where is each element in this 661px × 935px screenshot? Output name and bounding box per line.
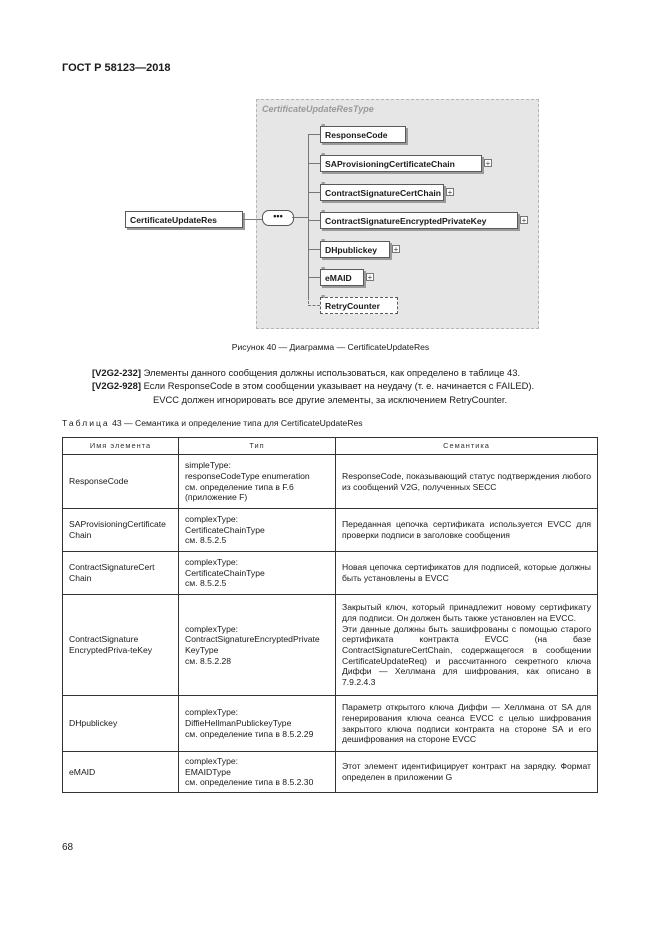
- schema-element-label: eMAID: [325, 273, 352, 283]
- table-row: [63, 455, 598, 509]
- schema-diagram: [0, 0, 661, 335]
- schema-element-label: ResponseCode: [325, 130, 388, 140]
- table-caption-prefix: Таблица: [62, 418, 110, 428]
- expand-icon[interactable]: +: [521, 216, 527, 225]
- standard-header: ГОСТ Р 58123—2018: [62, 62, 171, 74]
- type-cell: complexType: CertificateChainType см. 8.5.2.5: [179, 552, 336, 595]
- schema-element-label: ContractSignatureCertChain: [325, 188, 442, 198]
- element-icon: ≡: [321, 294, 326, 301]
- schema-element-node[interactable]: [320, 266, 364, 286]
- element-name-cell: SAProvisioningCertificate Chain: [63, 509, 179, 552]
- column-header-name: Имя элемента: [63, 438, 179, 455]
- table-row: [63, 752, 598, 793]
- schema-element-node[interactable]: [320, 294, 398, 314]
- element-icon: ≡: [321, 181, 326, 188]
- expand-icon[interactable]: +: [485, 159, 491, 168]
- expand-icon[interactable]: +: [393, 245, 399, 254]
- requirement-232: [92, 366, 598, 380]
- element-icon: ≡: [321, 152, 326, 159]
- table-row: [63, 552, 598, 595]
- expand-icon[interactable]: +: [367, 273, 373, 282]
- element-icon: ≡: [321, 123, 326, 130]
- requirement-928: [92, 379, 598, 406]
- schema-element-label: DHpublickey: [325, 245, 378, 255]
- column-header-type: Тип: [179, 438, 336, 455]
- table-caption-text: 43 — Семантика и определение типа для CertificateUpdateRes: [112, 418, 363, 428]
- type-cell: complexType: CertificateChainType см. 8.5.2.5: [179, 509, 336, 552]
- type-cell: simpleType: responseCodeType enumeration см. определение типа в F.6 (приложение F): [179, 455, 336, 509]
- element-name-cell: ContractSignatureCert Chain: [63, 552, 179, 595]
- semantics-cell: Этот элемент идентифицирует контракт на зарядку. Формат определен в приложении G: [336, 752, 598, 793]
- schema-element-node[interactable]: [320, 152, 482, 172]
- element-name-cell: eMAID: [63, 752, 179, 793]
- requirement-text: Элементы данного сообщения должны использоваться, как определено в таблице 43.: [143, 367, 521, 378]
- figure-caption: Рисунок 40 — Диаграмма — CertificateUpdateRes: [231, 342, 430, 352]
- schema-element-node[interactable]: [320, 238, 390, 258]
- page-number: 68: [62, 842, 74, 853]
- semantics-cell: ResponseCode, показывающий статус подтверждения любого из сообщений V2G, полученных SECC: [336, 455, 598, 509]
- type-cell: complexType: EMAIDType см. определение типа в 8.5.2.30: [179, 752, 336, 793]
- schema-element-node[interactable]: [320, 209, 518, 229]
- table-row: [63, 696, 598, 752]
- expand-icon[interactable]: +: [447, 188, 453, 197]
- element-icon: ≡: [321, 209, 326, 216]
- element-name-cell: ResponseCode: [63, 455, 179, 509]
- schema-element-label: SAProvisioningCertificateChain: [325, 159, 455, 169]
- element-name-cell: ContractSignature EncryptedPriva-teKey: [63, 595, 179, 696]
- requirement-text: Если ResponseCode в этом сообщении указывает на неудачу (т. е. начинается с FAILED).: [143, 380, 535, 391]
- element-icon: ≡: [321, 266, 326, 273]
- root-element-label: CertificateUpdateRes: [130, 215, 217, 225]
- root-element-node[interactable]: [125, 211, 243, 228]
- type-cell: complexType: ContractSignatureEncryptedPrivate KeyType см. 8.5.2.28: [179, 595, 336, 696]
- element-name-cell: DHpublickey: [63, 696, 179, 752]
- schema-element-node[interactable]: [320, 181, 444, 201]
- element-icon: ≡: [321, 238, 326, 245]
- semantics-cell: Параметр открытого ключа Диффи — Хеллмана от SA для генерирования ключа сеанса EVCC с целью шифрования закрытого ключа подписи контракта на стороне SA и его дешифрования на стороне EVCC: [336, 696, 598, 752]
- table-row: [63, 595, 598, 696]
- semantics-cell: Новая цепочка сертификатов для подписей, которые должны быть установлены в EVCC: [336, 552, 598, 595]
- table-caption: [62, 418, 363, 428]
- schema-element-label: ContractSignatureEncryptedPrivateKey: [325, 216, 487, 226]
- column-header-semantics: Семантика: [336, 438, 598, 455]
- type-cell: complexType: DiffieHellmanPublickeyType см. определение типа в 8.5.2.29: [179, 696, 336, 752]
- requirement-continuation: EVCC должен игнорировать все другие элементы, за исключением RetryCounter.: [153, 393, 508, 405]
- requirement-id: [V2G2-232]: [92, 367, 141, 378]
- sequence-compositor[interactable]: •••: [262, 210, 294, 226]
- table-row: [63, 509, 598, 552]
- semantics-cell: Переданная цепочка сертификата используется EVCC для проверки подписи в заголовке сообщения: [336, 509, 598, 552]
- semantics-cell: Закрытый ключ, который принадлежит новому сертификату для подписи. Он должен быть также установлен на EVCC. Эти данные должны быть зашифрованы с помощью старого сертификата контракта EVCC (на базе ContractSignatureCertChain, содержащегося в сообщении CertificateUpdateReq) и рассчитанного секретного ключа Диффи — Хеллмана для шифрования, как описано в 7.9.2.4.3: [336, 595, 598, 696]
- requirement-id: [V2G2-928]: [92, 380, 141, 391]
- schema-element-node[interactable]: [320, 123, 406, 143]
- semantics-table: [62, 437, 598, 793]
- type-name-label: CertificateUpdateResType: [262, 104, 374, 114]
- schema-element-label: RetryCounter: [325, 301, 380, 311]
